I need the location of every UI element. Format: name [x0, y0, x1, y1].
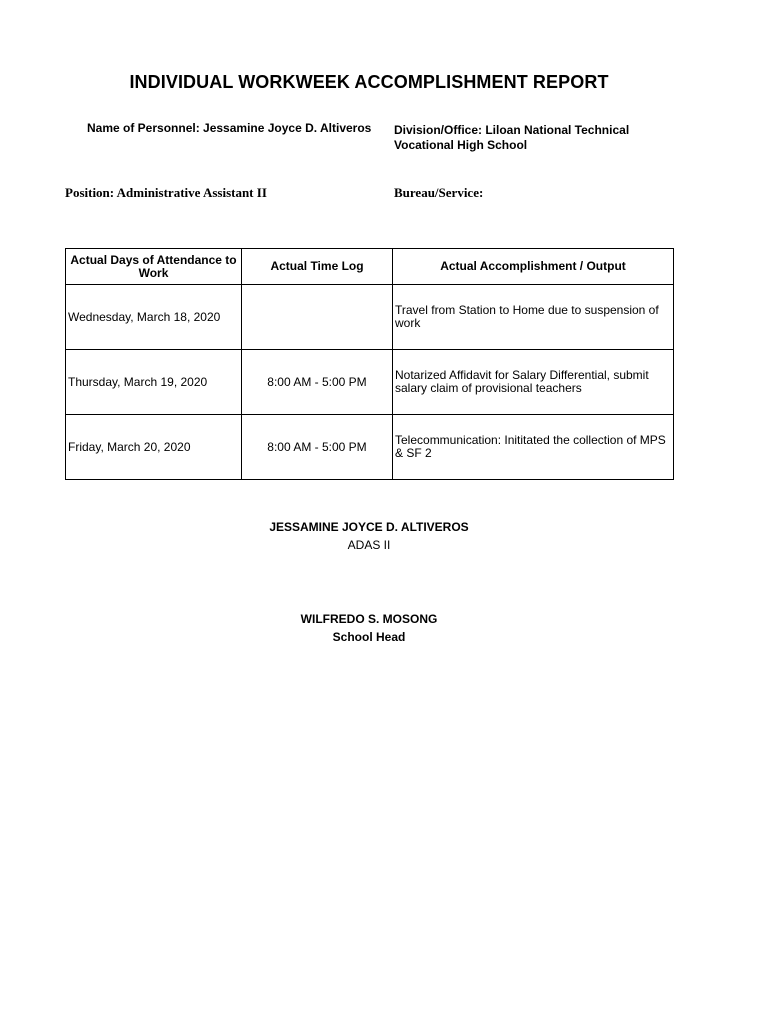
row-accomplishment: Telecommunication: Inititated the collection of MPS & SF 2 [393, 415, 674, 480]
row-day: Thursday, March 19, 2020 [66, 350, 242, 415]
row-day: Friday, March 20, 2020 [66, 415, 242, 480]
signatory-school-head [0, 610, 738, 646]
row-time: 8:00 AM - 5:00 PM [242, 415, 393, 480]
row-time: 8:00 AM - 5:00 PM [242, 350, 393, 415]
header-days: Actual Days of Attendance to Work [66, 249, 242, 285]
header-time-log: Actual Time Log [242, 249, 393, 285]
signatory-name: JESSAMINE JOYCE D. ALTIVEROS [269, 520, 469, 534]
position-field: Position: Administrative Assistant II [65, 185, 267, 200]
personnel-name: Name of Personnel: Jessamine Joyce D. Altiveros [87, 121, 372, 135]
signatory-role: ADAS II [347, 538, 391, 552]
accomplishment-table [65, 248, 674, 480]
signatory-prepared-by [0, 518, 738, 554]
row-day: Wednesday, March 18, 2020 [66, 285, 242, 350]
header-accomplishment: Actual Accomplishment / Output [393, 249, 674, 285]
division-office: Division/Office: Liloan National Technical Vocational High School [394, 123, 630, 152]
row-time [242, 285, 393, 350]
signatory-role: School Head [332, 630, 406, 644]
table-row [66, 285, 674, 350]
table-header-row [66, 249, 674, 285]
report-title: INDIVIDUAL WORKWEEK ACCOMPLISHMENT REPORT [129, 72, 609, 92]
bureau-service: Bureau/Service: [394, 185, 484, 200]
row-accomplishment: Notarized Affidavit for Salary Differential, submit salary claim of provisional teachers [393, 350, 674, 415]
signatory-name: WILFREDO S. MOSONG [300, 612, 438, 626]
table-row [66, 350, 674, 415]
table-row [66, 415, 674, 480]
row-accomplishment: Travel from Station to Home due to suspension of work [393, 285, 674, 350]
